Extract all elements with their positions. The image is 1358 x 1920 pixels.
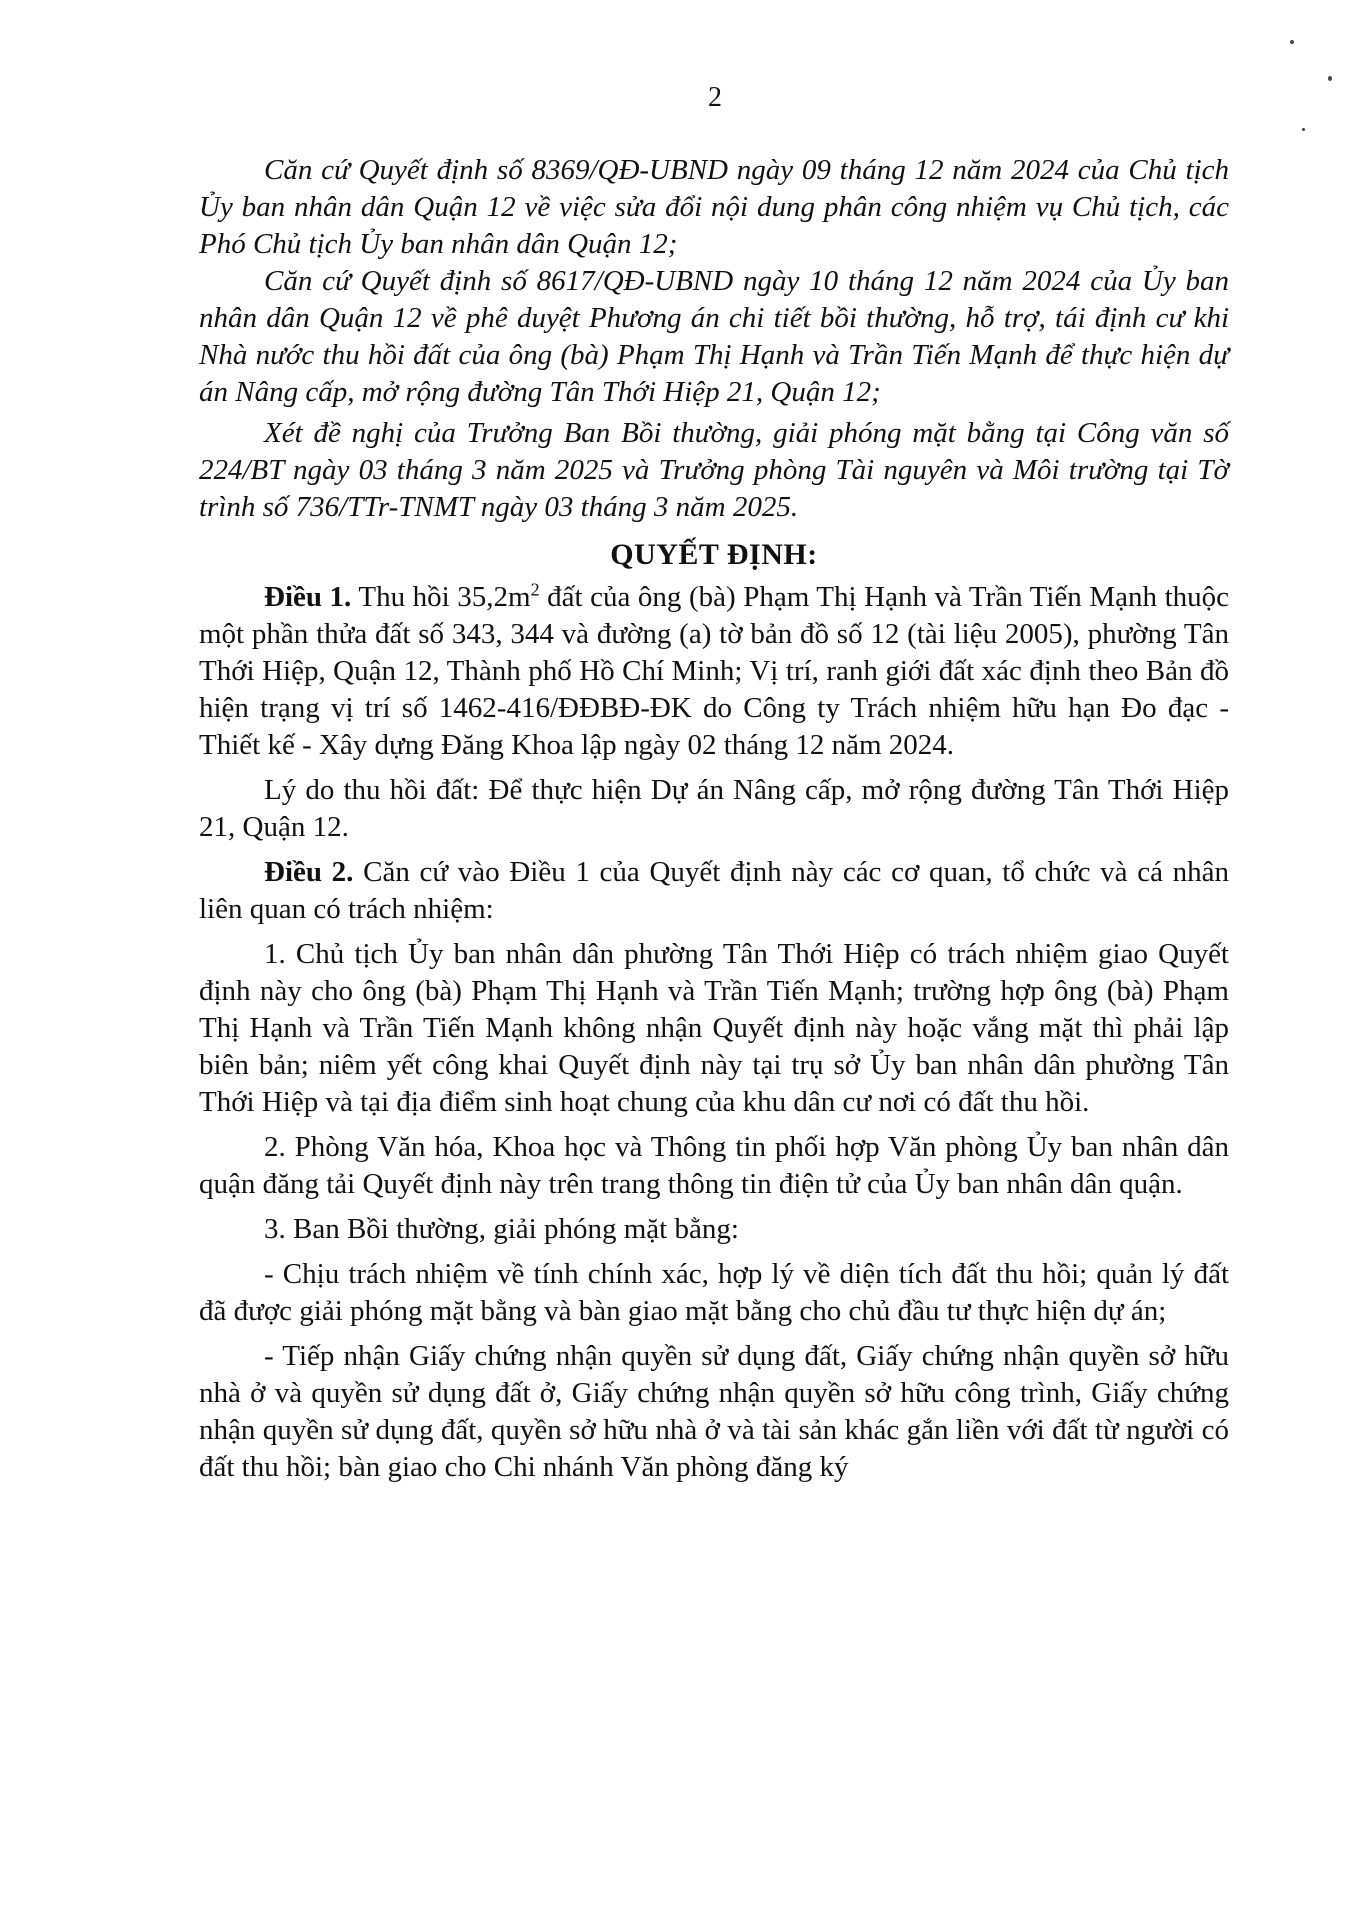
area-unit-superscript: 2: [530, 579, 540, 600]
article-2-paragraph: [199, 854, 1229, 928]
article-2-label: Điều 2.: [264, 856, 354, 888]
article-2-item: 3. Ban Bồi thường, giải phóng mặt bằng:: [264, 1213, 739, 1245]
document-body: [199, 152, 1229, 1486]
page-number: 2: [708, 82, 722, 113]
article-1-area-text: Thu hồi 35,2m: [358, 581, 531, 613]
preamble-paragraph: Xét đề nghị của Trưởng Ban Bồi thường, giải phóng mặt bằng tại Công văn số 224/BT ngày 03 tháng 3 năm 2025 và Trưởng phòng Tài nguyên và Môi trường tại Tờ trình số 736/TTr-TNMT ngày 03 tháng 3 năm 2025.: [199, 417, 1229, 523]
scan-speck: [1302, 128, 1305, 131]
article-2-item: - Tiếp nhận Giấy chứng nhận quyền sử dụng đất, Giấy chứng nhận quyền sở hữu nhà ở và quyền sử dụng đất ở, Giấy chứng nhận quyền sở hữu công trình, Giấy chứng nhận quyền sử dụng đất, quyền sở hữu nhà ở và tài sản khác gắn liền với đất từ người có đất thu hồi; bàn giao cho Chi nhánh Văn phòng đăng ký: [199, 1340, 1229, 1483]
article-1-text: đất của ông (bà) Phạm Thị Hạnh và Trần Tiến Mạnh thuộc một phần thửa đất số 343, 344 và đường (a) tờ bản đồ số 12 (tài liệu 2005), phường Tân Thới Hiệp, Quận 12, Thành phố Hồ Chí Minh; Vị trí, ranh giới đất xác định theo Bản đồ hiện trạng vị trí số 1462-416/ĐĐBĐ-ĐK do Công ty Trách nhiệm hữu hạn Đo đạc - Thiết kế - Xây dựng Đăng Khoa lập ngày 02 tháng 12 năm 2024.: [199, 581, 1230, 761]
article-1-reason: Lý do thu hồi đất: Để thực hiện Dự án Nâng cấp, mở rộng đường Tân Thới Hiệp 21, Quận 12.: [199, 774, 1229, 843]
scan-speck: [1328, 76, 1332, 81]
preamble-paragraph: Căn cứ Quyết định số 8369/QĐ-UBND ngày 09 tháng 12 năm 2024 của Chủ tịch Ủy ban nhân dân Quận 12 về việc sửa đổi nội dung phân công nhiệm vụ Chủ tịch, các Phó Chủ tịch Ủy ban nhân dân Quận 12;: [199, 154, 1229, 260]
scan-speck: [1290, 40, 1294, 44]
article-1-paragraph: [199, 579, 1229, 764]
decision-heading: QUYẾT ĐỊNH:: [610, 538, 818, 571]
article-2-item: 1. Chủ tịch Ủy ban nhân dân phường Tân Thới Hiệp có trách nhiệm giao Quyết định này cho ông (bà) Phạm Thị Hạnh và Trần Tiến Mạnh; trường hợp ông (bà) Phạm Thị Hạnh và Trần Tiến Mạnh không nhận Quyết định này hoặc vắng mặt thì phải lập biên bản; niêm yết công khai Quyết định này tại trụ sở Ủy ban nhân dân phường Tân Thới Hiệp và tại địa điểm sinh hoạt chung của khu dân cư nơi có đất thu hồi.: [199, 938, 1229, 1118]
article-2-item: - Chịu trách nhiệm về tính chính xác, hợp lý về diện tích đất thu hồi; quản lý đất đã được giải phóng mặt bằng và bàn giao mặt bằng cho chủ đầu tư thực hiện dự án;: [199, 1258, 1229, 1327]
article-1-label: Điều 1.: [264, 581, 352, 613]
article-2-intro: Căn cứ vào Điều 1 của Quyết định này các cơ quan, tổ chức và cá nhân liên quan có trách nhiệm:: [199, 856, 1230, 925]
preamble-paragraph: Căn cứ Quyết định số 8617/QĐ-UBND ngày 10 tháng 12 năm 2024 của Ủy ban nhân dân Quận 12 về phê duyệt Phương án chi tiết bồi thường, hỗ trợ, tái định cư khi Nhà nước thu hồi đất của ông (bà) Phạm Thị Hạnh và Trần Tiến Mạnh để thực hiện dự án Nâng cấp, mở rộng đường Tân Thới Hiệp 21, Quận 12;: [199, 265, 1229, 408]
article-2-item: 2. Phòng Văn hóa, Khoa học và Thông tin phối hợp Văn phòng Ủy ban nhân dân quận đăng tải Quyết định này trên trang thông tin điện tử của Ủy ban nhân dân quận.: [199, 1131, 1229, 1200]
